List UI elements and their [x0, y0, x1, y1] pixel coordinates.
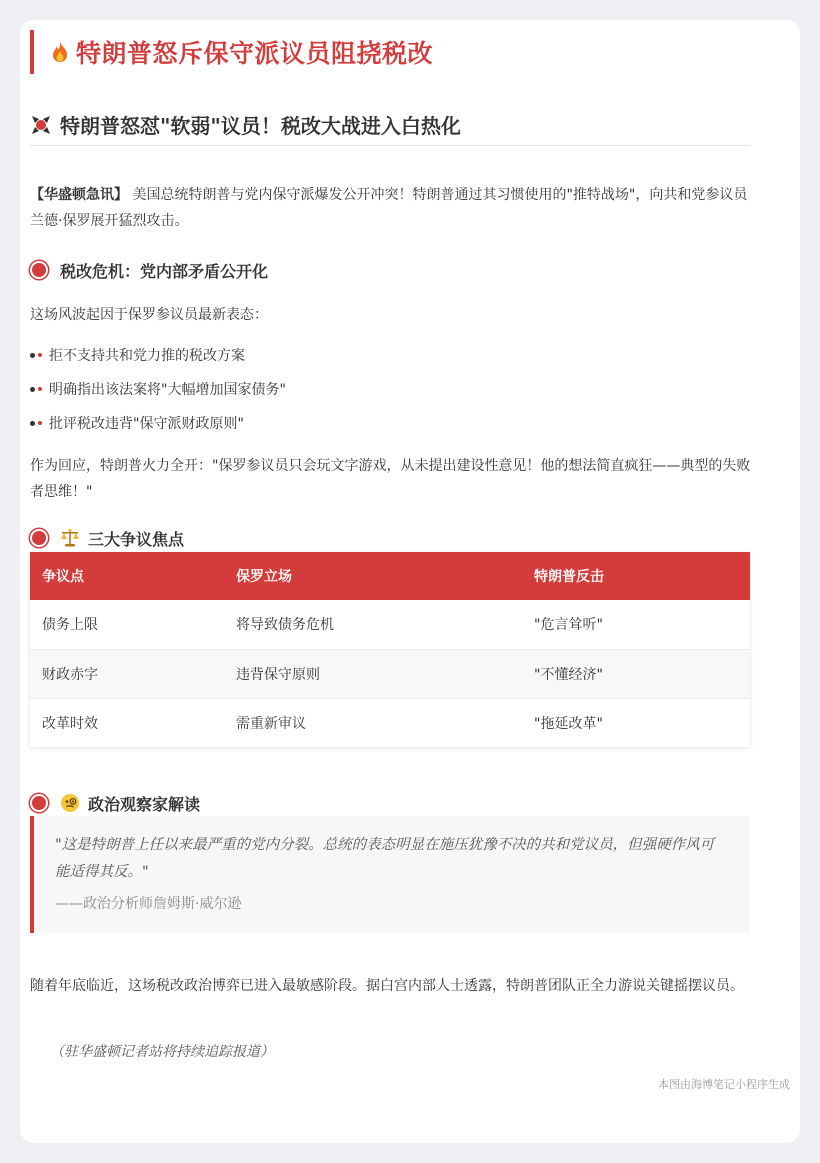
column-header: 争议点 [30, 552, 224, 600]
reporter-note: （驻华盛顿记者站将持续追踪报道） [50, 1044, 274, 1060]
bullet-accent-icon [38, 387, 42, 391]
section1-heading [30, 258, 268, 282]
intro-tag: 【华盛顿急讯】 [30, 187, 128, 203]
quote-source: ——政治分析师詹姆斯·威尔逊 [55, 896, 242, 912]
section-dot-icon [32, 263, 46, 277]
table-header-row [30, 552, 750, 600]
table-cell: "拖延改革" [534, 715, 603, 732]
section1-response: 作为回应，特朗普火力全开："保罗参议员只会玩文字游戏，从未提出建设性意见！他的想法简直疯狂——典型的失败者思维！" [30, 458, 751, 500]
bullet-accent-icon [38, 421, 42, 425]
bullet-accent-icon [38, 353, 42, 357]
analyst-quote [30, 816, 750, 933]
table-row [30, 600, 750, 649]
table-cell: 改革时效 [42, 715, 98, 732]
subtitle-text: 特朗普怒怼"软弱"议员！税改大战进入白热化 [60, 114, 461, 138]
section2-heading-text: 三大争议焦点 [88, 529, 185, 549]
table-cell: 债务上限 [30, 600, 224, 649]
column-header: 特朗普反击 [522, 552, 750, 600]
page-title: 特朗普怒斥保守派议员阻挠税改 [76, 39, 434, 68]
section2-heading [30, 526, 184, 550]
table-cell: "不懂经济" [522, 649, 750, 698]
table-row [30, 649, 750, 698]
bullet-icon [30, 353, 35, 358]
closing-paragraph: 随着年底临近，这场税改政治博弈已进入最敏感阶段。据白宫内部人士透露，特朗普团队正全力游说关键摇摆议员。 [30, 978, 744, 994]
table-row [30, 698, 750, 747]
subtitle-heading [30, 104, 750, 146]
intro-text: 美国总统特朗普与党内保守派爆发公开冲突！特朗普通过其习惯使用的"推特战场"，向共和党参议员兰德·保罗展开猛烈攻击。 [30, 187, 748, 229]
footer-credit: 本图由海博笔记小程序生成 [658, 1078, 790, 1091]
section3-heading [30, 791, 200, 815]
section3-heading-text: 政治观察家解读 [88, 794, 201, 814]
quote-text: "这是特朗普上任以来最严重的党内分裂。总统的表态明显在施压犹豫不决的共和党议员，但强硬作风可能适得其反。" [55, 837, 715, 880]
anger-icon [30, 114, 52, 136]
intro-paragraph [30, 182, 754, 234]
bullet-icon [30, 421, 35, 426]
list-item [30, 378, 286, 400]
list-item [30, 344, 245, 366]
section1-heading-text: 税改危机：党内部矛盾公开化 [60, 261, 269, 281]
bullet-icon [30, 387, 35, 392]
list-item-text: 拒不支持共和党力推的税改方案 [49, 348, 245, 364]
section-dot-icon [32, 796, 46, 810]
list-item-text: 批评税改违背"保守派财政原则" [49, 416, 244, 432]
table-cell: 将导致债务危机 [224, 600, 522, 649]
list-item [30, 412, 244, 434]
fire-icon [50, 41, 70, 63]
table-cell: 财政赤字 [30, 649, 224, 698]
title-block [30, 30, 433, 74]
list-item-text: 明确指出该法案将"大幅增加国家债务" [49, 382, 286, 398]
table-cell: "危言耸听" [522, 600, 750, 649]
monocle-face-icon [60, 793, 80, 813]
table-cell: 违背保守原则 [224, 649, 522, 698]
dispute-table [30, 552, 750, 747]
balance-scale-icon [60, 528, 80, 548]
column-header: 保罗立场 [224, 552, 522, 600]
table-cell: 需重新审议 [236, 715, 306, 732]
section1-lead: 这场风波起因于保罗参议员最新表态： [30, 307, 268, 323]
section-dot-icon [32, 531, 46, 545]
